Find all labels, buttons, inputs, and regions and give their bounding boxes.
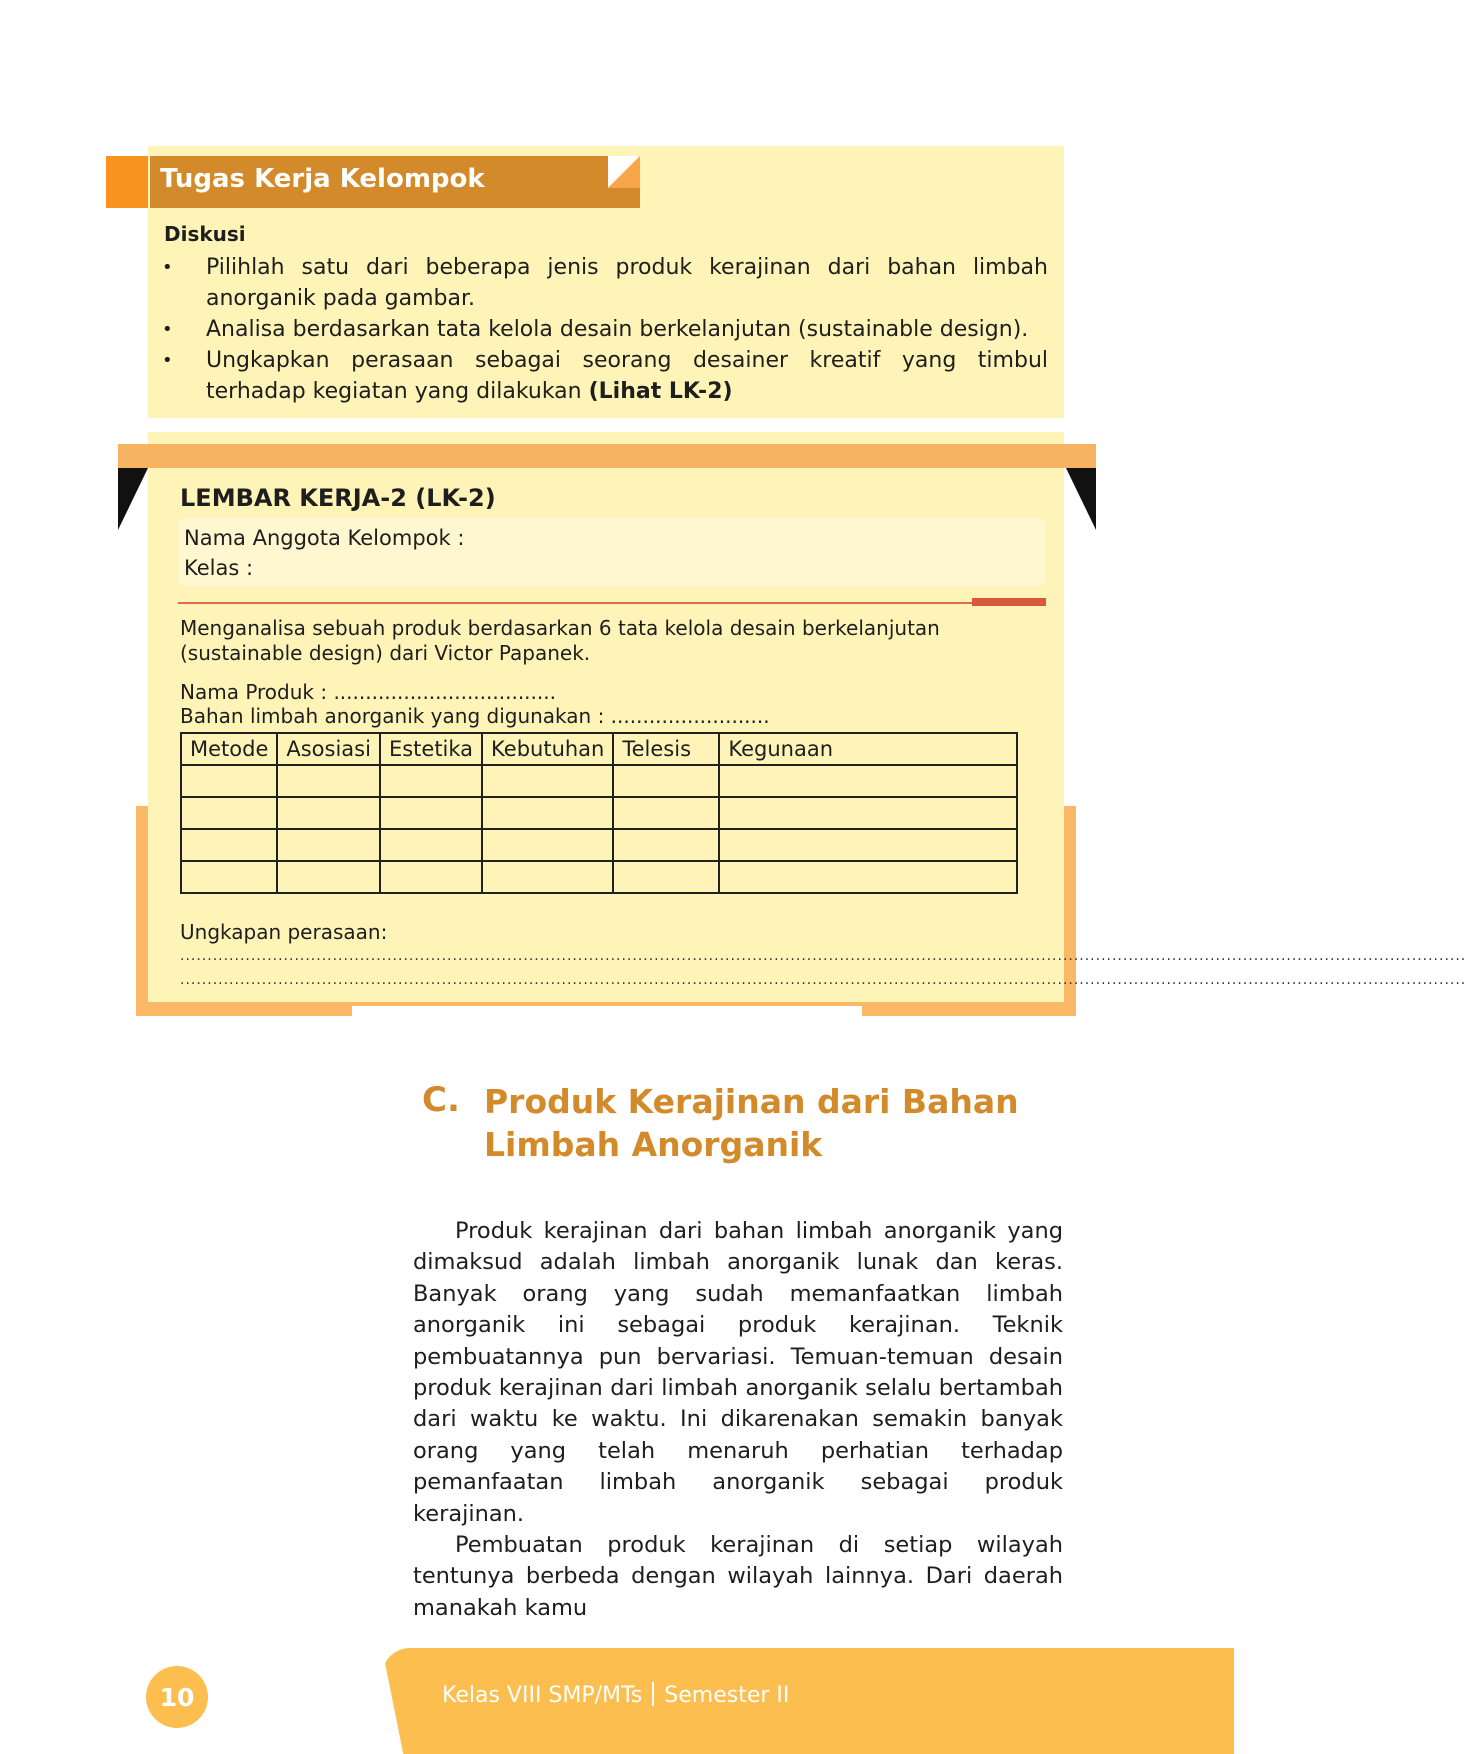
table-header-cell: Metode — [181, 733, 277, 765]
table-cell[interactable] — [181, 797, 277, 829]
table-row — [181, 765, 1017, 797]
table-cell[interactable] — [181, 861, 277, 893]
table-cell[interactable] — [380, 765, 482, 797]
table-cell[interactable] — [277, 861, 380, 893]
table-header-cell: Kebutuhan — [482, 733, 613, 765]
table-row — [181, 861, 1017, 893]
table-cell[interactable] — [719, 861, 1017, 893]
table-cell[interactable] — [380, 861, 482, 893]
table-cell[interactable] — [613, 861, 719, 893]
section-title: Produk Kerajinan dari Bahan Limbah Anorganik — [484, 1082, 1019, 1164]
table-cell[interactable] — [719, 829, 1017, 861]
table-cell[interactable] — [719, 765, 1017, 797]
table-cell[interactable] — [482, 765, 613, 797]
worksheet-divider — [178, 602, 1046, 604]
paragraph: Produk kerajinan dari bahan limbah anorganik yang dimaksud adalah limbah anorganik lunak dan keras. Banyak orang yang sudah memanfaatkan limbah anorganik ini sebagai produk kerajinan. Teknik pembuatannya pun bervariasi. Temuan-temuan desain produk kerajinan dari limbah anorganik selalu bertambah dari waktu ke waktu. Ini dikarenakan semakin banyak orang yang telah menaruh perhatian terhadap pemanfaatan limbah anorganik sebagai produk kerajinan. — [413, 1218, 1063, 1527]
task-banner-fold-shade — [608, 156, 640, 188]
table-cell[interactable] — [482, 829, 613, 861]
table-cell[interactable] — [277, 829, 380, 861]
table-cell[interactable] — [380, 829, 482, 861]
bullet-icon: • — [162, 257, 173, 278]
table-cell[interactable] — [380, 797, 482, 829]
table-header-cell: Kegunaan — [719, 733, 1017, 765]
table-cell[interactable] — [613, 797, 719, 829]
bullet-icon: • — [162, 319, 173, 340]
nama-produk-line: Nama Produk : ................................... — [180, 680, 556, 704]
worksheet-frame-gap — [352, 1006, 862, 1026]
footer-class: Kelas VIII SMP/MTs — [442, 1683, 643, 1708]
task-title: Tugas Kerja Kelompok — [160, 164, 485, 194]
worksheet-top-bar — [118, 444, 1096, 468]
table-header-row — [181, 733, 1017, 765]
worksheet-right-ear — [1066, 468, 1096, 530]
worksheet-divider-accent — [972, 598, 1046, 606]
section-letter: C. — [422, 1080, 460, 1120]
footer-separator — [652, 1682, 654, 1706]
paragraph: Pembuatan produk kerajinan di setiap wilayah tentunya berbeda dengan wilayah lainnya. Dari daerah manakah kamu — [413, 1532, 1063, 1621]
table-cell[interactable] — [482, 797, 613, 829]
table-cell[interactable] — [277, 797, 380, 829]
kelas-label: Kelas : — [184, 556, 254, 580]
worksheet-description: Menganalisa sebuah produk berdasarkan 6 tata kelola desain berkelanjutan (sustainable design) dari Victor Papanek. — [180, 616, 940, 665]
task-bullet-2: Analisa berdasarkan tata kelola desain berkelanjutan (sustainable design). — [206, 317, 1029, 342]
table-cell[interactable] — [181, 829, 277, 861]
task-bullet-3-ref: (Lihat LK-2) — [588, 379, 733, 404]
table-cell[interactable] — [277, 765, 380, 797]
page-number: 10 — [146, 1666, 208, 1728]
task-bullet-3 — [206, 345, 1048, 407]
table-header-cell: Telesis — [613, 733, 719, 765]
table-row — [181, 829, 1017, 861]
worksheet-title: LEMBAR KERJA-2 (LK-2) — [180, 484, 496, 512]
task-banner-tab — [106, 156, 148, 208]
task-bullet-3-text: Ungkapkan perasaan sebagai seorang desainer kreatif yang timbul terhadap kegiatan yang dilakukan — [206, 348, 1048, 404]
anggota-label: Nama Anggota Kelompok : — [184, 526, 465, 550]
task-bullet-1: Pilihlah satu dari beberapa jenis produk kerajinan dari bahan limbah anorganik pada gambar. — [206, 255, 1048, 311]
table-header-cell: Asosiasi — [277, 733, 380, 765]
ungkapan-label: Ungkapan perasaan: — [180, 920, 388, 944]
footer-semester: Semester II — [664, 1683, 790, 1708]
bahan-line: Bahan limbah anorganik yang digunakan : ......................... — [180, 704, 770, 728]
bullet-icon: • — [162, 350, 173, 371]
table-cell[interactable] — [719, 797, 1017, 829]
dotted-answer-line[interactable]: ............................................................................................................................................................................................................................................ — [180, 972, 1466, 988]
footer-label — [442, 1682, 789, 1708]
analysis-table — [180, 732, 1018, 894]
table-cell[interactable] — [181, 765, 277, 797]
table-cell[interactable] — [482, 861, 613, 893]
table-row — [181, 797, 1017, 829]
diskusi-label: Diskusi — [164, 222, 246, 246]
table-cell[interactable] — [613, 829, 719, 861]
body-text — [413, 1216, 1063, 1624]
worksheet-left-ear — [118, 468, 148, 530]
table-header-cell: Estetika — [380, 733, 482, 765]
table-cell[interactable] — [613, 765, 719, 797]
dotted-answer-line[interactable]: ............................................................................................................................................................................................................................................ — [180, 948, 1466, 964]
